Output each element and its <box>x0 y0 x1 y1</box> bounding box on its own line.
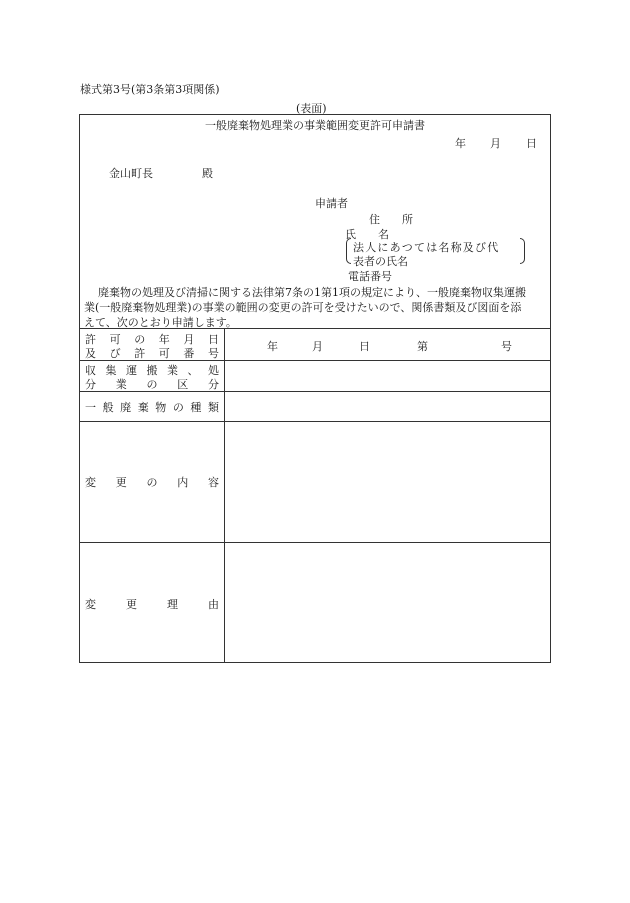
addressee-honorific: 殿 <box>202 167 213 180</box>
corporate-note-line1: 法人にあつては名称及び代 <box>353 241 500 254</box>
permit-day-label: 日 <box>359 340 370 353</box>
permit-month-label: 月 <box>312 340 323 353</box>
applicant-heading: 申請者 <box>315 197 348 210</box>
addressee-name: 金山町長 <box>109 167 153 180</box>
corporate-note-line2: 表者の氏名 <box>353 255 408 268</box>
column-divider <box>224 328 225 662</box>
body-text-line1: 廃棄物の処理及び清掃に関する法律第7条の1第1項の規定により、一般廃棄物収集運搬 <box>98 286 526 299</box>
body-text-line2: 業(一般廃棄物処理業)の事業の範囲の変更の許可を受けたいので、関係書類及び図面を添 <box>84 301 522 314</box>
form-title: 一般廃棄物処理業の事業範囲変更許可申請書 <box>205 119 425 132</box>
side-label: (表面) <box>296 102 327 115</box>
date-month-label: 月 <box>490 137 501 150</box>
right-bracket <box>520 238 525 264</box>
body-text-line3: えて、次のとおり申請します。 <box>84 316 237 329</box>
change-reason-label: 変 更 理 由 <box>85 598 219 611</box>
permit-year-label: 年 <box>267 340 278 353</box>
waste-type-label: 一 般 廃 棄 物 の 種 類 <box>85 401 219 414</box>
permit-number-prefix: 第 <box>417 340 428 353</box>
row-divider <box>80 542 550 543</box>
applicant-address-label: 住 所 <box>369 213 413 226</box>
permit-date-label-line2: 及 び 許 可 番 号 <box>85 347 219 360</box>
row-divider <box>80 421 550 422</box>
applicant-phone-label: 電話番号 <box>348 270 392 283</box>
permit-date-label-line1: 許 可 の 年 月 日 <box>85 333 219 346</box>
applicant-name-label: 氏 名 <box>345 228 389 241</box>
table-top-border <box>80 328 550 329</box>
permit-number-suffix: 号 <box>501 340 512 353</box>
date-year-label: 年 <box>455 137 466 150</box>
application-form <box>79 114 551 663</box>
left-bracket <box>346 238 351 264</box>
change-content-label: 変 更 の 内 容 <box>85 476 219 489</box>
date-day-label: 日 <box>526 137 537 150</box>
business-class-label-line1: 収 集 運 搬 業 、 処 <box>85 364 219 377</box>
form-number: 様式第3号(第3条第3項関係) <box>80 83 220 96</box>
business-class-label-line2: 分 業 の 区 分 <box>85 378 219 391</box>
